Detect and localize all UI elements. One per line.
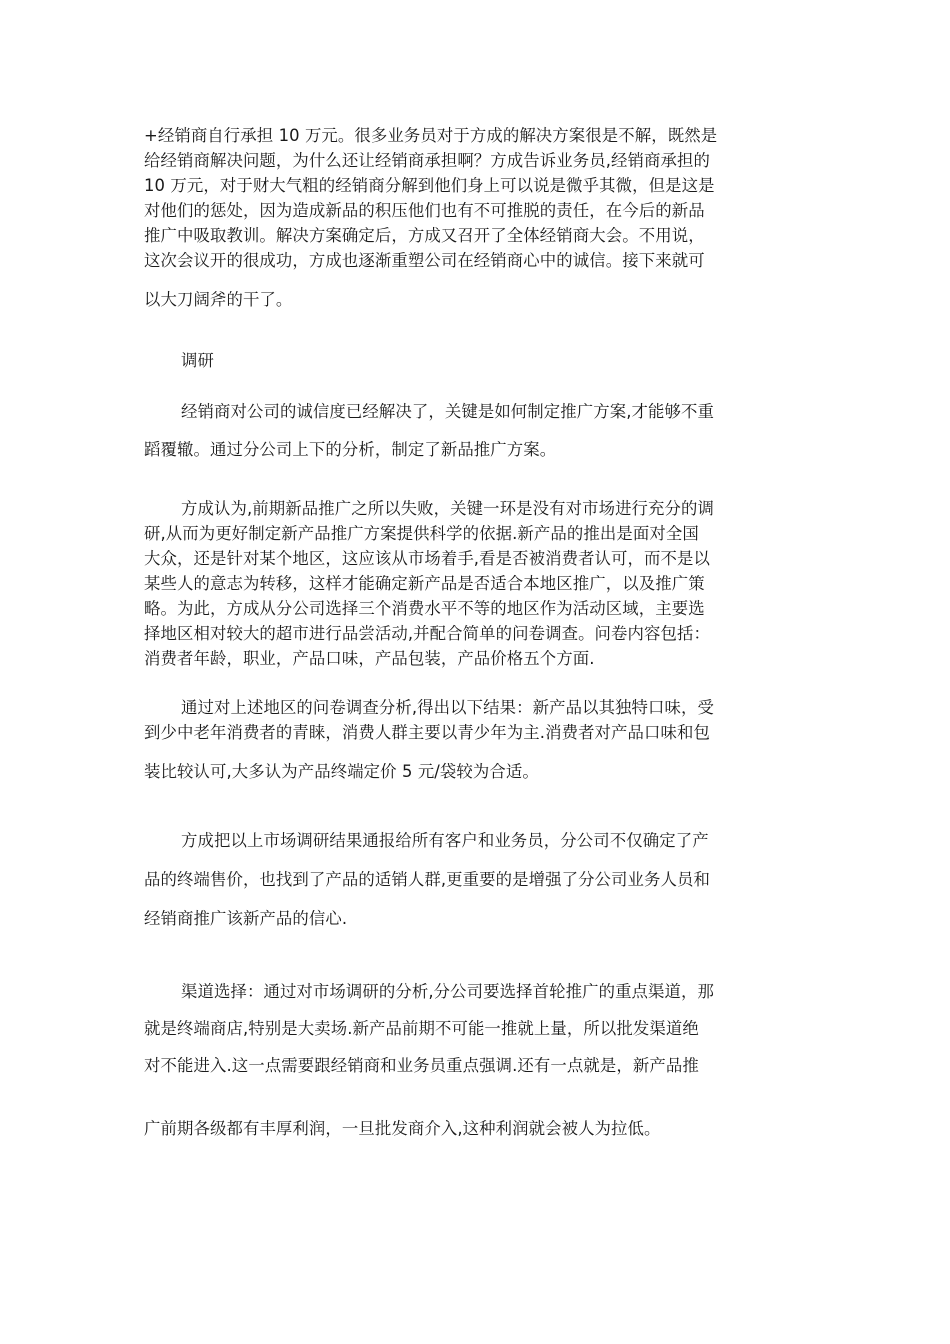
section-heading-research: 调研: [181, 351, 214, 370]
paragraph-3-line-3: 大众，还是针对某个地区，这应该从市场着手,看是否被消费者认可，而不是以: [144, 549, 710, 568]
paragraph-2-line-1: 经销商对公司的诚信度已经解决了，关键是如何制定推广方案,才能够不重: [181, 402, 715, 421]
paragraph-4-line-2: 到少中老年消费者的青睐，消费人群主要以青少年为主.消费者对产品口味和包: [144, 723, 710, 742]
paragraph-6-line-1: 渠道选择：通过对市场调研的分析,分公司要选择首轮推广的重点渠道，那: [181, 982, 715, 1001]
paragraph-1-line-5: 推广中吸取教训。解决方案确定后，方成又召开了全体经销商大会。不用说，: [144, 226, 705, 245]
paragraph-2-line-2: 蹈覆辙。通过分公司上下的分析，制定了新品推广方案。: [144, 440, 557, 459]
paragraph-3-line-4: 某些人的意志为转移，这样才能确定新产品是否适合本地区推广，以及推广策: [144, 574, 705, 593]
paragraph-6-line-3: 对不能进入.这一点需要跟经销商和业务员重点强调.还有一点就是，新产品推: [144, 1056, 699, 1075]
paragraph-5-line-3: 经销商推广该新产品的信心.: [144, 909, 348, 928]
paragraph-1-line-2: 给经销商解决问题，为什么还让经销商承担啊？方成告诉业务员,经销商承担的: [144, 151, 710, 170]
paragraph-3-line-6: 择地区相对较大的超市进行品尝活动,并配合简单的问卷调查。问卷内容包括：: [144, 624, 710, 643]
paragraph-4-line-3: 装比较认可,大多认为产品终端定价 5 元/袋较为合适。: [144, 762, 539, 781]
paragraph-1-line-3: 10 万元，对于财大气粗的经销商分解到他们身上可以说是微乎其微，但是这是: [144, 176, 715, 195]
paragraph-1-line-6: 这次会议开的很成功，方成也逐渐重塑公司在经销商心中的诚信。接下来就可: [144, 251, 705, 270]
paragraph-3-line-7: 消费者年龄，职业，产品口味，产品包装，产品价格五个方面.: [144, 649, 595, 668]
paragraph-3-line-1: 方成认为,前期新品推广之所以失败，关键一环是没有对市场进行充分的调: [181, 499, 715, 518]
paragraph-4-line-1: 通过对上述地区的问卷调查分析,得出以下结果：新产品以其独特口味，受: [181, 698, 715, 717]
paragraph-1-line-7: 以大刀阔斧的干了。: [144, 290, 293, 309]
paragraph-3-line-5: 略。为此，方成从分公司选择三个消费水平不等的地区作为活动区域，主要选: [144, 599, 705, 618]
paragraph-1-line-4: 对他们的惩处，因为造成新品的积压他们也有不可推脱的责任，在今后的新品: [144, 201, 705, 220]
paragraph-5-line-2: 品的终端售价，也找到了产品的适销人群,更重要的是增强了分公司业务人员和: [144, 870, 710, 889]
paragraph-6-line-4: 广前期各级都有丰厚利润，一旦批发商介入,这种利润就会被人为拉低。: [144, 1119, 661, 1138]
paragraph-5-line-1: 方成把以上市场调研结果通报给所有客户和业务员，分公司不仅确定了产: [181, 831, 709, 850]
paragraph-3-line-2: 研,从而为更好制定新产品推广方案提供科学的依据.新产品的推出是面对全国: [144, 524, 699, 543]
paragraph-1-line-1: +经销商自行承担 10 万元。很多业务员对于方成的解决方案很是不解，既然是: [144, 126, 718, 145]
paragraph-6-line-2: 就是终端商店,特别是大卖场.新产品前期不可能一推就上量，所以批发渠道绝: [144, 1019, 699, 1038]
